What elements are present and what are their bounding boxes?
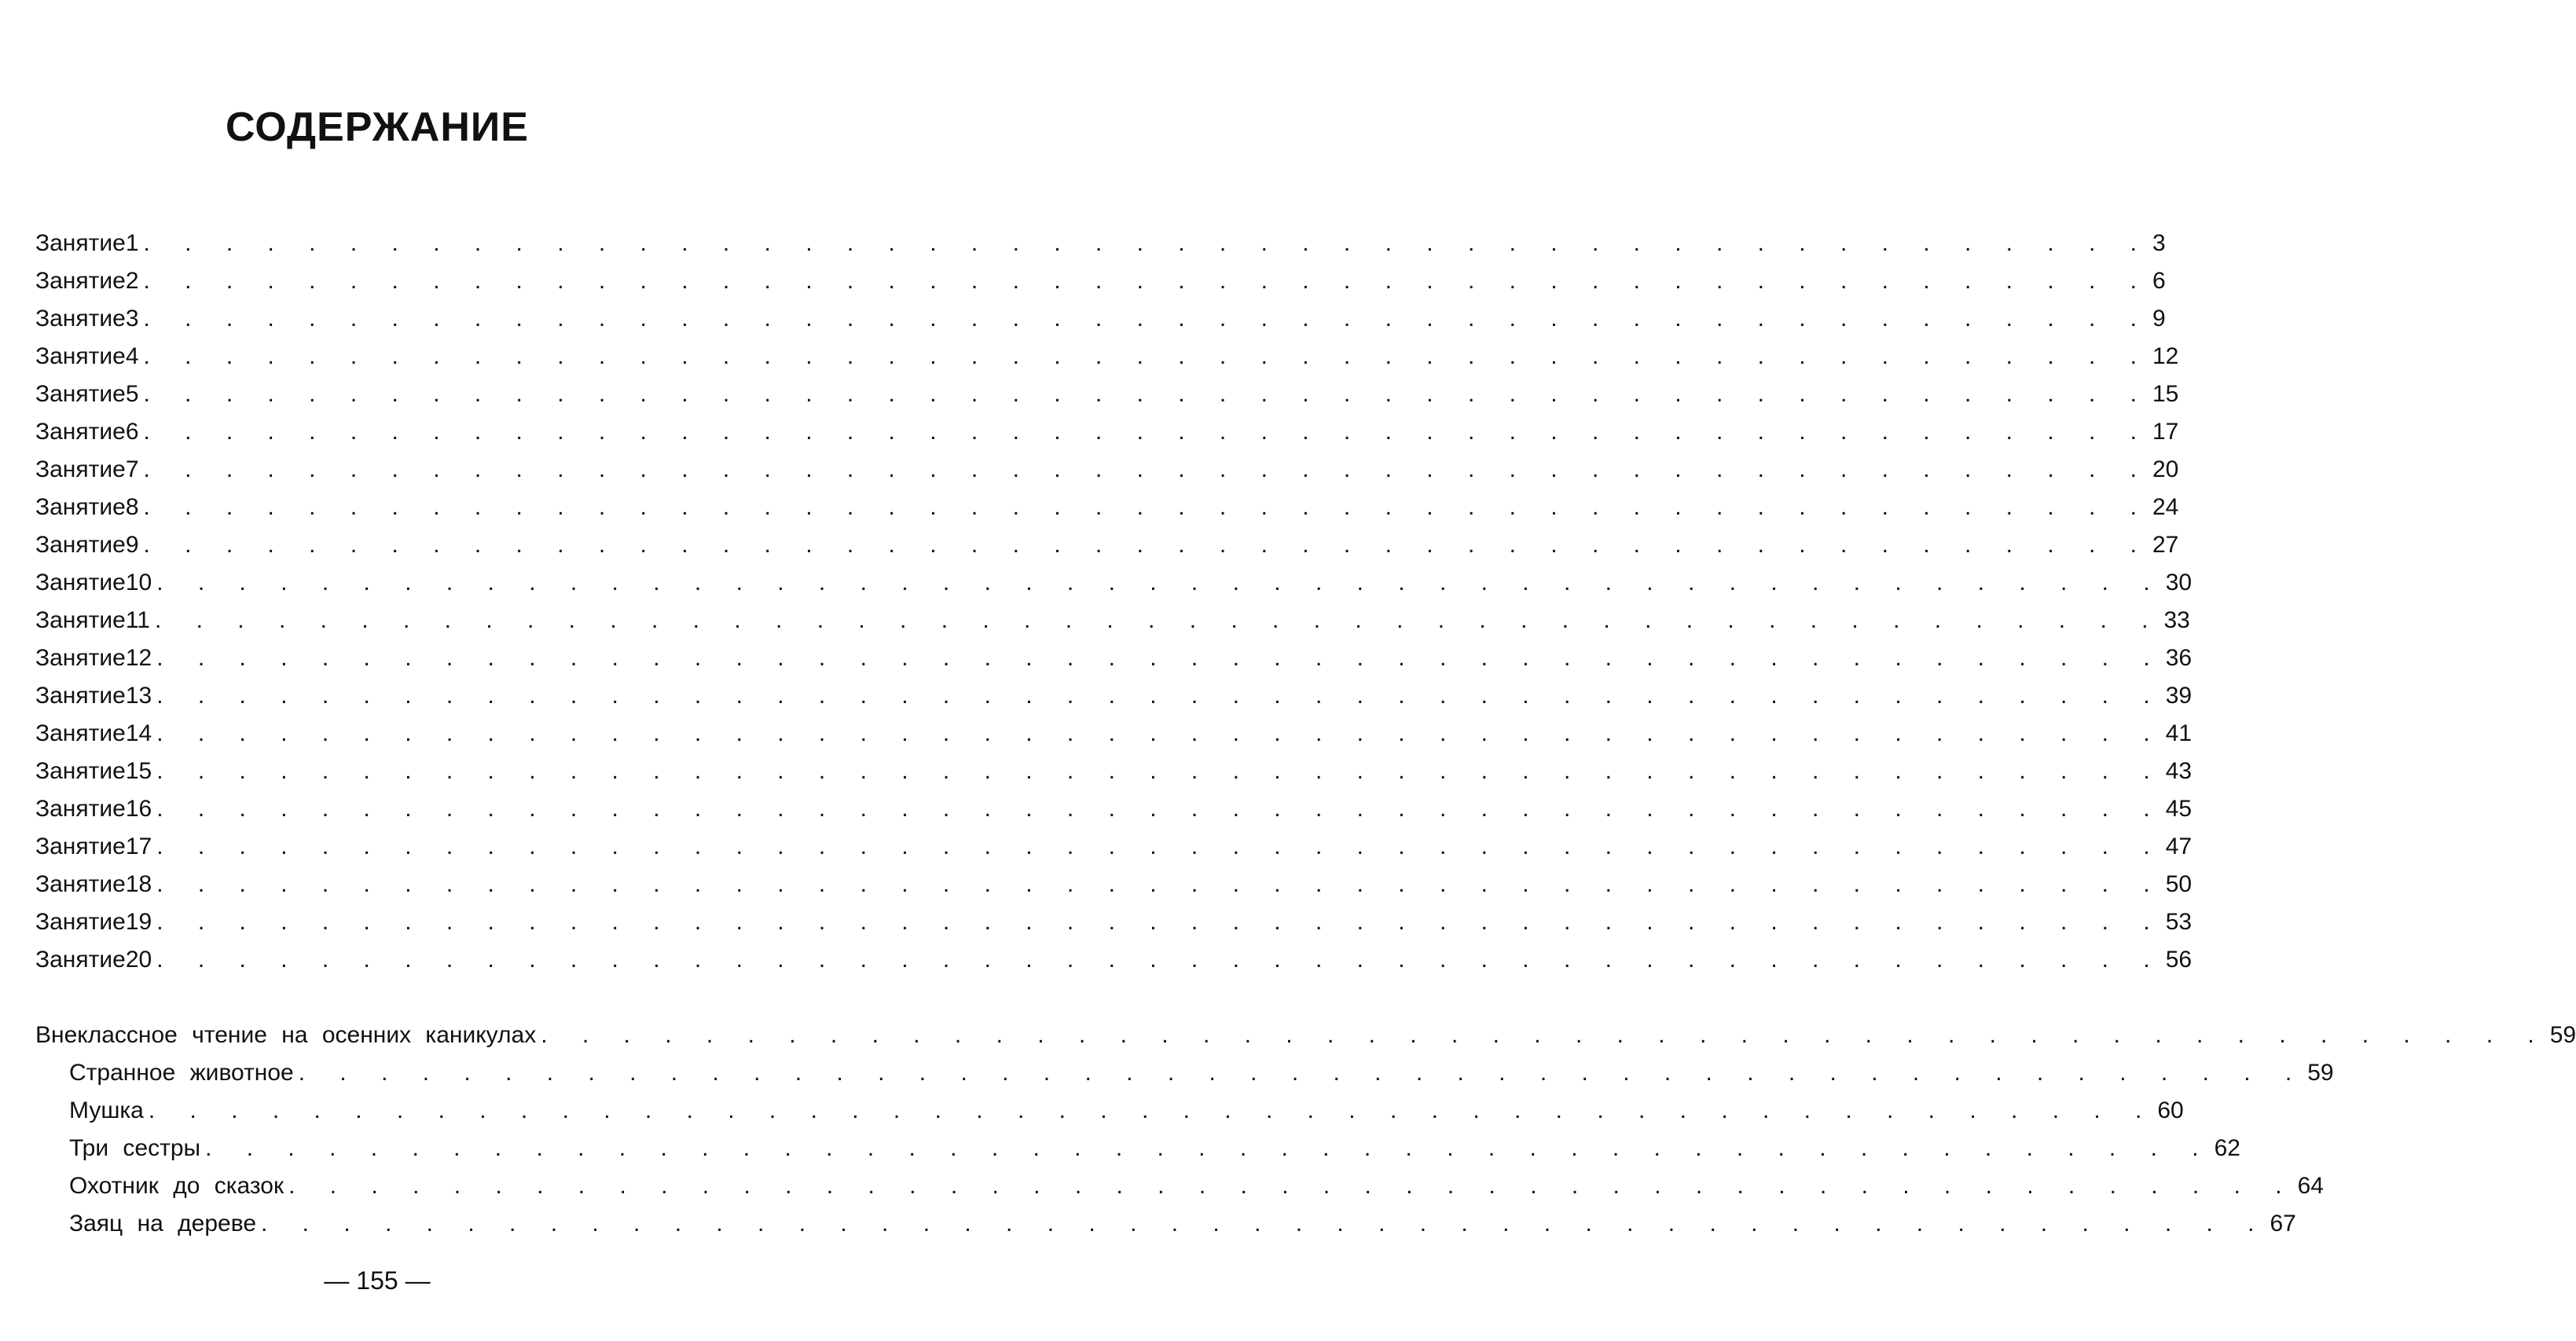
page-number: — 155 — (324, 1266, 431, 1295)
dot-leader: . . . . . . . . . . . . . . . . . . . . . . . . . . . . . . . . . . . . . . . . . . . . . . . . . (156, 683, 2164, 709)
toc-entry-lesson-3[interactable] (35, 300, 2166, 338)
toc-entry-lesson-20[interactable] (35, 941, 2193, 979)
toc-entry-page: 56 (2165, 947, 2193, 973)
toc-entry-label: Занятие (35, 909, 126, 935)
dot-leader: . . . . . . . . . . . . . . . . . . . . . . . . . . . . . . . . . . . . . . . . . . . . . . . . . (154, 607, 2163, 633)
toc-entry-lesson-15[interactable] (35, 753, 2193, 790)
toc-entry-number: 4 (125, 343, 139, 369)
toc-entry-lesson-16[interactable] (35, 790, 2193, 828)
toc-entry-lesson-8[interactable] (35, 489, 2179, 526)
toc-entry-lesson-19[interactable] (35, 903, 2193, 941)
dot-leader: . . . . . . . . . . . . . . . . . . . . . . . . . . . . . . . . . . . . . . . . . . . . . . . . . (148, 1097, 2156, 1123)
toc-entry-lesson-13[interactable] (35, 677, 2193, 715)
toc-entry-lesson-4[interactable] (35, 338, 2179, 376)
toc-entry-page: 64 (2297, 1173, 2324, 1199)
toc-entry-page: 30 (2165, 570, 2193, 595)
toc-entry-label: Три сестры (69, 1135, 201, 1161)
toc-entry-lesson-10[interactable] (35, 564, 2193, 602)
dot-leader: . . . . . . . . . . . . . . . . . . . . . . . . . . . . . . . . . . . . . . . . . . . . . . . . . (156, 645, 2164, 671)
toc-entry-number: 15 (125, 758, 152, 784)
dot-leader: . . . . . . . . . . . . . . . . . . . . . . . . . . . . . . . . . . . . . . . . . . . . . . . . . (156, 834, 2164, 859)
toc-entry-page: 3 (2152, 230, 2166, 256)
toc-entry-number: 11 (125, 607, 150, 633)
toc-entry-page: 9 (2152, 306, 2166, 332)
toc-entry-label: Занятие (35, 871, 126, 897)
toc-entry-page: 6 (2152, 268, 2166, 294)
toc-entry-page: 60 (2157, 1097, 2184, 1123)
toc-entry-number: 3 (125, 306, 139, 332)
page-title: СОДЕРЖАНИЕ (226, 104, 529, 150)
toc-entry-page: 59 (2549, 1022, 2576, 1048)
toc-entry-lesson-9[interactable] (35, 526, 2179, 564)
toc-entry-number: 12 (125, 645, 152, 671)
toc-entry-page: 47 (2165, 834, 2193, 859)
dot-leader: . . . . . . . . . . . . . . . . . . . . . . . . . . . . . . . . . . . . . . . . . . . . . . . . . (288, 1173, 2296, 1199)
toc-entry-label: Занятие (35, 230, 126, 256)
toc-entry-number: 8 (125, 494, 139, 520)
toc-entry-number: 9 (125, 532, 139, 558)
dot-leader: . . . . . . . . . . . . . . . . . . . . . . . . . . . . . . . . . . . . . . . . . . . . . . . . . (143, 306, 2151, 332)
toc-entry-lesson-7[interactable] (35, 451, 2179, 489)
toc-entry-label: Мушка (69, 1097, 144, 1123)
toc-entry-page: 45 (2165, 796, 2193, 822)
toc-entry-label: Занятие (35, 306, 126, 332)
toc-entry-label: Занятие (35, 268, 126, 294)
dot-leader: . . . . . . . . . . . . . . . . . . . . . . . . . . . . . . . . . . . . . . . . . . . . . . . . . (143, 268, 2151, 294)
dot-leader: . . . . . . . . . . . . . . . . . . . . . . . . . . . . . . . . . . . . . . . . . . . . . . . . . (298, 1060, 2306, 1086)
dot-leader: . . . . . . . . . . . . . . . . . . . . . . . . . . . . . . . . . . . . . . . . . . . . . . . . . (143, 419, 2151, 445)
toc-entry-number: 7 (125, 456, 139, 482)
dot-leader: . . . . . . . . . . . . . . . . . . . . . . . . . . . . . . . . . . . . . . . . . . . . . . . . . (143, 381, 2151, 407)
toc-entry-label: Занятие (35, 456, 126, 482)
table-of-contents (35, 225, 2576, 1243)
toc-entry-label: Занятие (35, 720, 126, 746)
toc-entry-label: Занятие (35, 570, 126, 595)
toc-entry-label: Занятие (35, 343, 126, 369)
toc-entry-lesson-6[interactable] (35, 413, 2179, 451)
toc-entry-page: 27 (2152, 532, 2179, 558)
toc-entry-number: 5 (125, 381, 139, 407)
toc-entry-number: 2 (125, 268, 139, 294)
toc-entry-section-extra-reading[interactable] (35, 1017, 2576, 1054)
dot-leader: . . . . . . . . . . . . . . . . . . . . . . . . . . . . . . . . . . . . . . . . . . . . . . . . . (156, 758, 2164, 784)
toc-entry-page: 15 (2152, 381, 2179, 407)
toc-entry-label: Занятие (35, 494, 126, 520)
toc-entry-page: 67 (2270, 1211, 2296, 1237)
toc-entry-lesson-14[interactable] (35, 715, 2193, 753)
toc-entry-page: 39 (2165, 683, 2193, 709)
dot-leader: . . . . . . . . . . . . . . . . . . . . . . . . . . . . . . . . . . . . . . . . . . . . . . . . . (143, 456, 2151, 482)
dot-leader: . . . . . . . . . . . . . . . . . . . . . . . . . . . . . . . . . . . . . . . . . . . . . . . . . (156, 909, 2164, 935)
dot-leader: . . . . . . . . . . . . . . . . . . . . . . . . . . . . . . . . . . . . . . . . . . . . . . . . . (261, 1211, 2269, 1237)
toc-entry-number: 6 (125, 419, 139, 445)
toc-entry-page: 24 (2152, 494, 2179, 520)
dot-leader: . . . . . . . . . . . . . . . . . . . . . . . . . . . . . . . . . . . . . . . . . . . . . . . . . (143, 230, 2151, 256)
toc-entry-lesson-12[interactable] (35, 639, 2193, 677)
toc-entry-story[interactable] (35, 1092, 2184, 1130)
toc-entry-story[interactable] (35, 1054, 2334, 1092)
dot-leader: . . . . . . . . . . . . . . . . . . . . . . . . . . . . . . . . . . . . . . . . . . . . . . . . . (156, 570, 2164, 595)
toc-entry-number: 20 (125, 947, 152, 973)
toc-entry-label: Внеклассное чтение на осенних каникулах (35, 1022, 537, 1048)
dot-leader: . . . . . . . . . . . . . . . . . . . . . . . . . . . . . . . . . . . . . . . . . . . . . . . . . (205, 1135, 2213, 1161)
toc-entry-label: Занятие (35, 834, 126, 859)
toc-entry-label: Занятие (35, 645, 126, 671)
dot-leader: . . . . . . . . . . . . . . . . . . . . . . . . . . . . . . . . . . . . . . . . . . . . . . . . . (156, 796, 2164, 822)
toc-entry-lesson-2[interactable] (35, 262, 2166, 300)
dot-leader: . . . . . . . . . . . . . . . . . . . . . . . . . . . . . . . . . . . . . . . . . . . . . . . . . (143, 494, 2151, 520)
dot-leader: . . . . . . . . . . . . . . . . . . . . . . . . . . . . . . . . . . . . . . . . . . . . . . . . . (156, 947, 2164, 973)
dot-leader: . . . . . . . . . . . . . . . . . . . . . . . . . . . . . . . . . . . . . . . . . . . . . . . . . (156, 871, 2164, 897)
toc-entry-label: Занятие (35, 419, 126, 445)
toc-entry-label: Заяц на дереве (69, 1211, 256, 1237)
toc-entry-page: 62 (2214, 1135, 2240, 1161)
toc-entry-lesson-17[interactable] (35, 828, 2193, 866)
toc-entry-label: Занятие (35, 683, 126, 709)
toc-entry-label: Занятие (35, 758, 126, 784)
toc-entry-page: 33 (2163, 607, 2190, 633)
toc-entry-label: Занятие (35, 796, 126, 822)
toc-entry-page: 53 (2165, 909, 2193, 935)
dot-leader: . . . . . . . . . . . . . . . . . . . . . . . . . . . . . . . . . . . . . . . . . . . . . . . . . (143, 532, 2151, 558)
toc-entry-page: 41 (2165, 720, 2193, 746)
toc-entry-lesson-1[interactable] (35, 225, 2166, 262)
section-spacer (35, 979, 705, 1017)
toc-entry-lesson-5[interactable] (35, 376, 2179, 413)
toc-entry-label: Занятие (35, 381, 126, 407)
dot-leader: . . . . . . . . . . . . . . . . . . . . . . . . . . . . . . . . . . . . . . . . . . . . . . . . . (156, 720, 2164, 746)
toc-entry-page: 36 (2165, 645, 2193, 671)
dot-leader: . . . . . . . . . . . . . . . . . . . . . . . . . . . . . . . . . . . . . . . . . . . . . . . . . (541, 1022, 2548, 1048)
toc-entry-page: 59 (2307, 1060, 2334, 1086)
toc-entry-story[interactable] (35, 1130, 2240, 1167)
toc-entry-number: 19 (125, 909, 152, 935)
toc-entry-label: Охотник до сказок (69, 1173, 284, 1199)
toc-entry-number: 1 (125, 230, 139, 256)
toc-entry-page: 43 (2165, 758, 2193, 784)
toc-entry-number: 14 (125, 720, 152, 746)
toc-entry-page: 20 (2152, 456, 2179, 482)
toc-entry-number: 16 (125, 796, 152, 822)
toc-entry-label: Занятие (35, 607, 126, 633)
toc-entry-label: Занятие (35, 532, 126, 558)
toc-entry-label: Занятие (35, 947, 126, 973)
toc-entry-story[interactable] (35, 1205, 2296, 1243)
dot-leader: . . . . . . . . . . . . . . . . . . . . . . . . . . . . . . . . . . . . . . . . . . . . . . . . . (143, 343, 2151, 369)
toc-entry-number: 10 (125, 570, 152, 595)
toc-entry-page: 12 (2152, 343, 2179, 369)
toc-entry-number: 13 (125, 683, 152, 709)
toc-entry-label: Странное животное (69, 1060, 294, 1086)
toc-entry-lesson-18[interactable] (35, 866, 2193, 903)
toc-entry-page: 17 (2152, 419, 2179, 445)
toc-entry-story[interactable] (35, 1167, 2324, 1205)
toc-entry-number: 18 (125, 871, 152, 897)
toc-entry-lesson-11[interactable] (35, 602, 2190, 639)
toc-entry-page: 50 (2165, 871, 2193, 897)
toc-entry-number: 17 (125, 834, 152, 859)
